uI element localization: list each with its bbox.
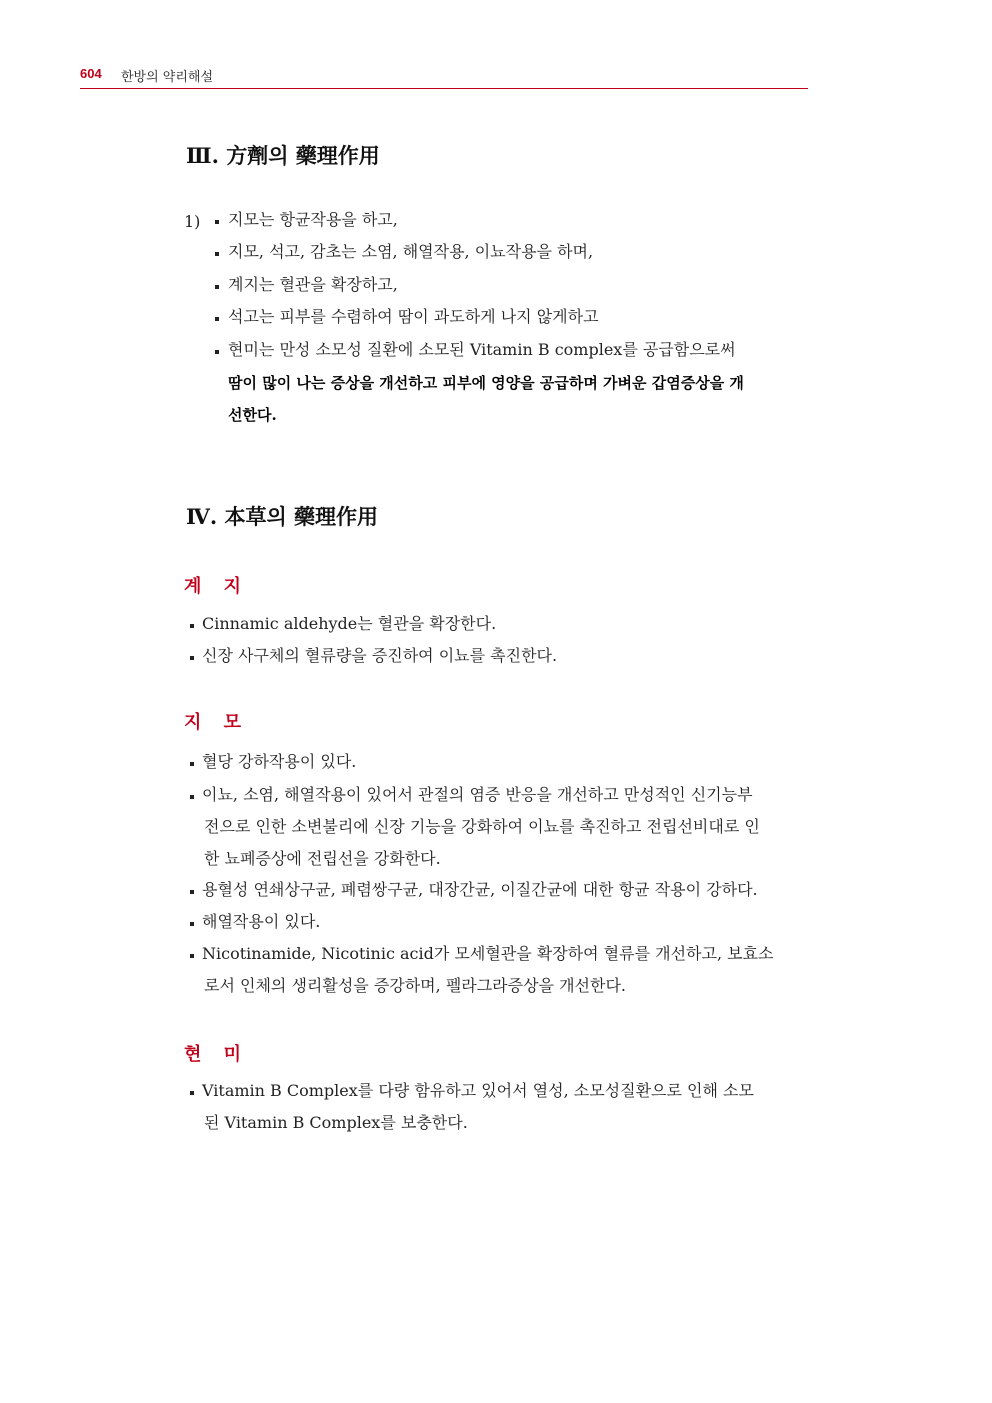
herb-text-line: 해열작용이 있다. <box>202 912 321 931</box>
section-3-conclusion: 땀이 많이 나는 증상을 개선하고 피부에 영양을 공급하며 가벼운 갑염증상을 개 <box>228 374 744 392</box>
bullet-icon <box>190 890 194 894</box>
section-3-bullet: 지모는 항균작용을 하고, <box>228 210 398 229</box>
herb-text-line: 한 뇨폐증상에 전립선을 강화한다. <box>204 849 441 868</box>
herb-text-line: 전으로 인한 소변불리에 신장 기능을 강화하여 이뇨를 촉진하고 전립선비대로 인 <box>204 817 760 836</box>
page-header <box>80 66 808 89</box>
section-3-bullet: 지모, 석고, 감초는 소염, 해열작용, 이뇨작용을 하며, <box>228 242 594 261</box>
herb-heading: 현 미 <box>184 1044 250 1065</box>
herb-text-line: 이뇨, 소염, 해열작용이 있어서 관절의 염증 반응을 개선하고 만성적인 신기능부 <box>202 785 753 804</box>
herb-text-line: Cinnamic aldehyde는 혈관을 확장한다. <box>202 614 497 633</box>
herb-text-line: Vitamin B Complex를 다량 함유하고 있어서 열성, 소모성질환으로 인해 소모 <box>202 1081 754 1100</box>
bullet-icon <box>190 624 194 628</box>
bullet-icon <box>215 317 219 321</box>
bullet-icon <box>190 954 194 958</box>
herb-text-line: 된 Vitamin B Complex를 보충한다. <box>204 1113 468 1132</box>
herb-text-line: 혈당 강하작용이 있다. <box>202 752 357 771</box>
bullet-icon <box>190 762 194 766</box>
bullet-icon <box>190 656 194 660</box>
page-number: 604 <box>80 66 102 81</box>
herb-text-line: 신장 사구체의 혈류량을 증진하여 이뇨를 촉진한다. <box>202 646 558 665</box>
section-3-bullet: 계지는 혈관을 확장하고, <box>228 275 398 294</box>
herb-text-line: 용혈성 연쇄상구균, 폐렴쌍구균, 대장간균, 이질간균에 대한 항균 작용이 강하다. <box>202 880 758 899</box>
herb-heading: 지 모 <box>184 712 250 733</box>
bullet-icon <box>215 252 219 256</box>
section-3-conclusion: 선한다. <box>228 406 277 424</box>
bullet-icon <box>215 350 219 354</box>
bullet-icon <box>190 1091 194 1095</box>
herb-heading: 계 지 <box>184 576 250 597</box>
herb-text-line: 로서 인체의 생리활성을 증강하며, 펠라그라증상을 개선한다. <box>204 976 627 995</box>
section-3-title: Ⅲ. 方劑의 藥理作用 <box>186 143 380 168</box>
herb-text-line: Nicotinamide, Nicotinic acid가 모세혈관을 확장하여 혈류를 개선하고, 보효소 <box>202 944 774 963</box>
bullet-icon <box>190 922 194 926</box>
section-4-title: Ⅳ. 本草의 藥理作用 <box>186 504 379 529</box>
bullet-icon <box>215 220 219 224</box>
item-number: 1) <box>184 212 201 231</box>
bullet-icon <box>215 285 219 289</box>
bullet-icon <box>190 795 194 799</box>
running-title: 한방의 약리해설 <box>121 70 214 85</box>
section-3-bullet: 석고는 피부를 수렴하여 땀이 과도하게 나지 않게하고 <box>228 307 599 326</box>
section-3-bullet: 현미는 만성 소모성 질환에 소모된 Vitamin B complex를 공급함으로써 <box>228 340 736 359</box>
